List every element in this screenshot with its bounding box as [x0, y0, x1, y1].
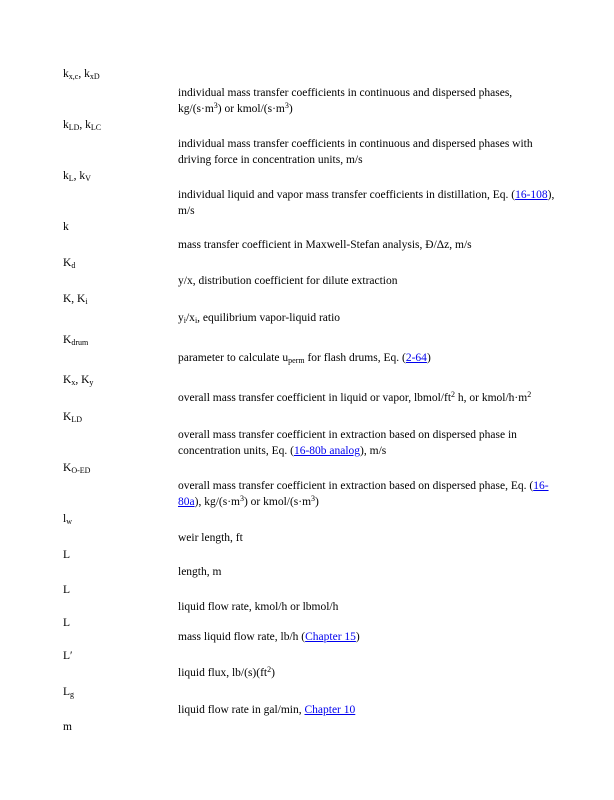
- eq-16-108-link[interactable]: 16-108: [515, 189, 548, 201]
- term: K, $K_i$: [63, 293, 88, 306]
- definition: overall mass transfer coefficient in extraction based on dispersed phase in concentration units, Eq. (16-80b analog), m/s: [178, 429, 517, 457]
- chapter-10-link[interactable]: Chapter 10: [304, 704, 356, 716]
- definition: liquid flow rate in gal/min, Chapter 10: [178, 704, 356, 716]
- term: m: [63, 721, 72, 733]
- term: $K_d$: [63, 257, 76, 270]
- definition: mass liquid flow rate, lb/h (Chapter 15): [178, 631, 360, 643]
- chapter-15-link[interactable]: Chapter 15: [305, 631, 356, 643]
- definition: individual mass transfer coefficients in continuous and dispersed phases, $kg/(s\cdot m^3)$ or kmol/$(s\cdot m^3)$: [178, 87, 513, 115]
- definition: overall mass transfer coefficient in extraction based on dispersed phase, Eq. (16-80a), $kg/(s\cdot m^3)$ or kmol/$(s\cdot m^3)$: [178, 480, 549, 508]
- term: $k_{LD}$, $k_{LC}$: [63, 119, 102, 132]
- definition: individual mass transfer coefficients in continuous and dispersed phases with driving force in concentration units, m/s: [178, 138, 533, 166]
- term: $L_g$: [63, 686, 75, 699]
- definition: parameter to calculate $u_{perm}$ for flash drums, Eq. (2-64): [178, 352, 431, 365]
- eq-2-64-link[interactable]: 2-64: [405, 352, 427, 364]
- definition: length, m: [178, 566, 222, 578]
- term: L: [63, 549, 71, 561]
- definition: weir length, ft: [178, 532, 243, 544]
- definition: overall mass transfer coefficient in liquid or vapor, lbmol/$ft^2$ h, or kmol/$h\cdot m^2$: [178, 390, 532, 404]
- term: k: [63, 221, 69, 233]
- term: L: [63, 584, 71, 596]
- term: L′: [63, 650, 73, 662]
- term: $K_{O-ED}$: [63, 462, 91, 475]
- definition: mass transfer coefficient in Maxwell-Stefan analysis, Ð/Δz, m/s: [178, 239, 472, 251]
- term: $l_w$: [63, 513, 72, 526]
- definition: individual liquid and vapor mass transfer coefficients in distillation, Eq. (16-108), m/s: [178, 189, 555, 217]
- term: $k_{x,c}$, $k_{xD}$: [63, 68, 100, 81]
- definition: $y_i/x_i$, equilibrium vapor-liquid ratio: [178, 312, 341, 325]
- eq-16-80a-link[interactable]: 16-80a: [178, 480, 549, 508]
- term: $K_{drum}$: [63, 334, 89, 347]
- definition: liquid flux, $lb/(s)(ft^2)$: [178, 665, 275, 679]
- term: L: [63, 617, 71, 629]
- definition: liquid flow rate, kmol/h or lbmol/h: [178, 601, 339, 613]
- eq-16-80b-link[interactable]: 16-80b analog: [293, 445, 361, 457]
- definition: y/x, distribution coefficient for dilute extraction: [178, 275, 398, 287]
- term: $K_x$, $K_y$: [63, 374, 94, 387]
- term: $k_L$, $k_V$: [63, 170, 91, 183]
- term: $K_{LD}$: [63, 411, 82, 424]
